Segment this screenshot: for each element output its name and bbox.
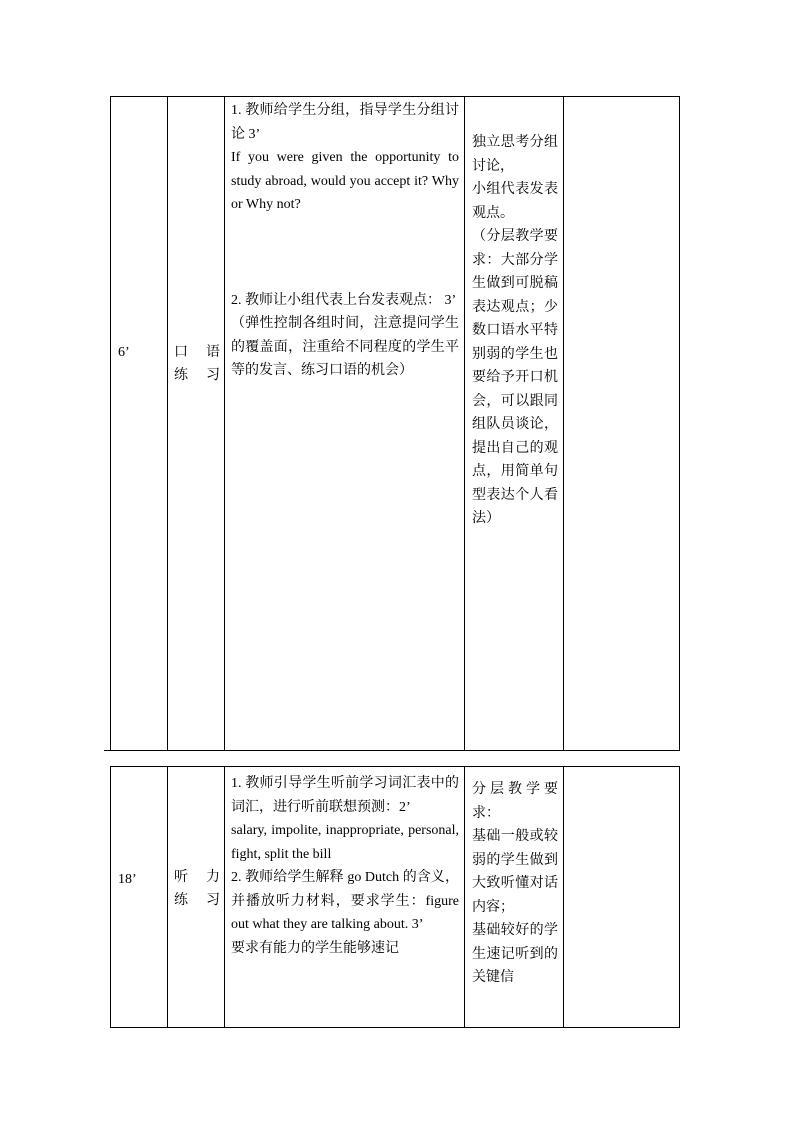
row2-activity-line2: 练 习: [174, 893, 220, 908]
row1-col-line-1: [110, 96, 111, 750]
row1-top-border: [110, 96, 680, 97]
row2-teacher-vocabulary: salary, impolite, inappropriate, personal, fight, split the bill: [231, 823, 459, 862]
row1-col-line-6: [679, 96, 680, 750]
row1-col-line-4: [464, 96, 465, 750]
row2-col-line-1: [110, 766, 111, 1027]
row2-student-line2: 基础一般或较弱的学生做到大致听懂对话内容；: [472, 829, 558, 915]
row2-teacher-step3: 要求有能力的学生能够速记: [231, 940, 399, 956]
row2-teacher-activities: [231, 772, 459, 960]
row2-teacher-step2: 2. 教师给学生解释 go Dutch 的含义，并播放听力材料，要求学生：figure out what they are talking about. 3’: [231, 870, 459, 932]
row2-student-line3: 基础较好的学生速记听到的关键信: [472, 923, 558, 985]
row2-col-line-3: [224, 766, 225, 1027]
row1-col-line-3: [224, 96, 225, 750]
row1-col-line-2: [167, 96, 168, 750]
row2-bottom-border: [110, 1027, 680, 1028]
row1-student-line1: 独立思考分组讨论，: [472, 135, 558, 174]
row2-col-line-5: [563, 766, 564, 1027]
row1-teacher-step2: 2. 教师让小组代表上台发表观点： 3’: [231, 292, 457, 308]
row2-activity-line1: 听 力: [174, 870, 220, 885]
row2-col-line-6: [679, 766, 680, 1027]
row1-teacher-question: If you were given the opportunity to study abroad, would you accept it? Why or Why not?: [231, 150, 459, 212]
row1-activity-line1: 口 语: [174, 345, 220, 360]
row1-student-line2: 小组代表发表观点。: [472, 182, 558, 221]
row1-col-line-5: [563, 96, 564, 750]
row1-bottom-border: [104, 750, 680, 751]
row1-teacher-note: （弹性控制各组时间，注意提问学生的覆盖面，注重给不同程度的学生平等的发言、练习口语的机会）: [231, 316, 459, 378]
row1-student-activities: [472, 131, 558, 531]
row1-teacher-step1: 1. 教师给学生分组，指导学生分组讨论 3’: [231, 103, 459, 142]
row1-time: 6’: [118, 345, 130, 360]
row2-student-activities: [472, 778, 558, 990]
row2-time: 18’: [118, 872, 137, 887]
row2-teacher-step1: 1. 教师引导学生听前学习词汇表中的词汇，进行听前联想预测：2’: [231, 776, 459, 815]
row2-activity: [174, 866, 220, 912]
row1-teacher-activities: [231, 99, 459, 383]
row2-top-border: [110, 766, 680, 767]
row1-activity-line2: 练 习: [174, 368, 220, 383]
row2-col-line-4: [464, 766, 465, 1027]
row1-student-line3: （分层教学要求：大部分学生做到可脱稿表达观点；少数口语水平特别弱的学生也要给予开口机会，可以跟同组队员谈论，提出自己的观点，用简单句型表达个人看法）: [472, 229, 558, 526]
row1-activity: [174, 341, 220, 387]
row2-student-line1: 分层教学要求：: [472, 782, 558, 821]
row2-col-line-2: [167, 766, 168, 1027]
